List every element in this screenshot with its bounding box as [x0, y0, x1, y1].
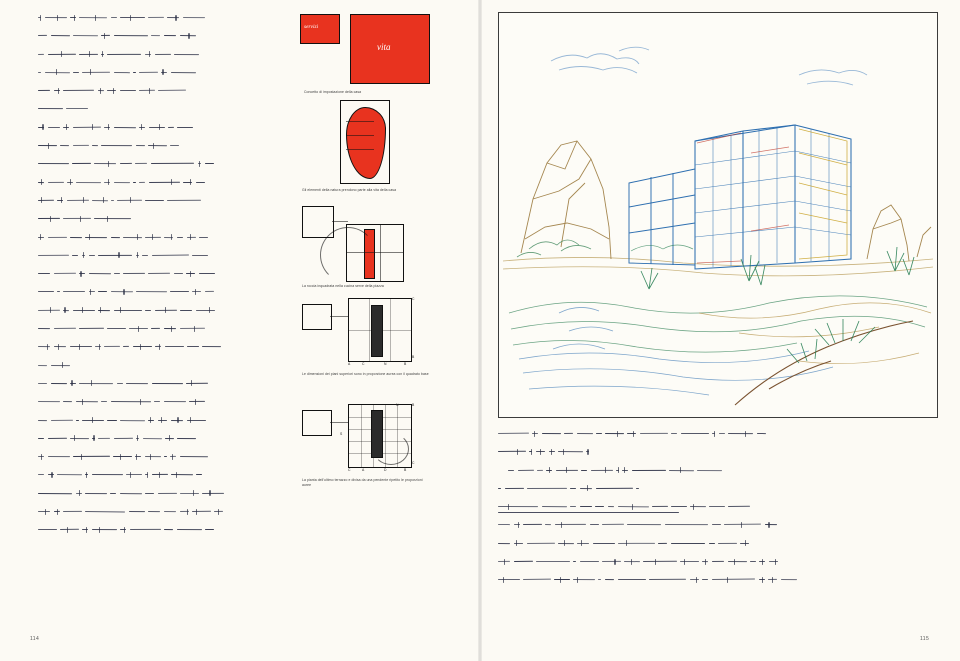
- servizi-label: servizi: [304, 24, 319, 30]
- servizi-red-card: [300, 14, 340, 44]
- small-square-a: [302, 304, 332, 330]
- handwritten-line: [38, 471, 290, 480]
- handwritten-line: [38, 526, 290, 535]
- proportion-grid-a: [348, 297, 415, 362]
- handwritten-line: [38, 105, 290, 114]
- handwritten-line: [38, 398, 290, 407]
- handwritten-line: [38, 234, 290, 243]
- handwritten-line: [38, 51, 290, 60]
- tick-a-3: N: [384, 362, 387, 367]
- figure-caption-4: Le dimensioni dei piani superiori sono in proporzione aurea con il quadrato base: [302, 372, 429, 377]
- handwritten-line: [498, 521, 934, 530]
- vita-red-card: [350, 14, 430, 84]
- handwritten-line: [38, 87, 290, 96]
- handwritten-line: [38, 160, 290, 169]
- handwritten-line: [38, 453, 290, 462]
- handwritten-line: [38, 215, 290, 224]
- proportion-grid-b: [348, 403, 415, 468]
- handwritten-line: [498, 503, 934, 512]
- handwritten-line: [38, 14, 290, 23]
- handwritten-line: [38, 325, 290, 334]
- handwritten-line: [38, 197, 290, 206]
- tick-a-4: B: [404, 362, 407, 367]
- handwritten-line: [38, 362, 290, 371]
- handwritten-line: [38, 179, 290, 188]
- handwritten-line: [498, 485, 934, 494]
- tick-a-2: C: [362, 362, 365, 367]
- figure-servizi-vita: [300, 14, 468, 94]
- handwritten-line: [498, 448, 934, 457]
- handwritten-line: [38, 288, 290, 297]
- handwritten-line: [38, 417, 290, 426]
- figure-caption-3: La roccia inquadrata nella cucina serve della piazza: [302, 284, 384, 289]
- handwritten-line: [38, 32, 290, 41]
- red-organic-shape: [346, 107, 386, 179]
- corner-label-b-c: C: [412, 461, 415, 466]
- handwritten-line: [38, 343, 290, 352]
- corner-label-a-c: C: [412, 297, 415, 302]
- figure-golden-spiral: [300, 206, 468, 292]
- corner-label-a-b: B: [412, 355, 415, 360]
- figure-proportion-a: [300, 298, 468, 398]
- figure-caption-1: Concetto di impostazione della casa: [304, 90, 362, 94]
- handwritten-line: [498, 540, 934, 549]
- handwritten-line: [38, 252, 290, 261]
- figure-proportion-b: [300, 404, 468, 514]
- figure-caption-2: Gli elementi della natura prendono parte alla vita della casa: [302, 188, 397, 193]
- page-number-right: 115: [920, 636, 930, 642]
- handwritten-line: [38, 307, 290, 316]
- handwritten-line: [498, 558, 934, 567]
- tick-b-1: C: [348, 468, 351, 473]
- small-square-b: [302, 410, 332, 436]
- handwritten-line: [38, 124, 290, 133]
- handwritten-line: [38, 69, 290, 78]
- tick-b-2: A: [362, 468, 365, 473]
- perspective-sketch-plate: [498, 12, 938, 418]
- handwritten-line: [38, 490, 290, 499]
- handwritten-line: [498, 430, 934, 439]
- figure-column: [300, 14, 468, 520]
- figure-caption-5: La pianta dell'ultimo terrazzo e divisa da una pendente ripetito le proporzioni auree: [302, 478, 423, 487]
- golden-square: [346, 224, 404, 282]
- corner-label-b-b: B: [412, 403, 415, 408]
- left-page-handwritten-text: [38, 14, 290, 545]
- sketch-drawing: [499, 13, 937, 417]
- page-number-left: 114: [30, 636, 40, 642]
- handwritten-line: [38, 380, 290, 389]
- handwritten-line: [38, 508, 290, 517]
- corner-label-b-n: N: [396, 403, 399, 408]
- handwritten-line: [38, 142, 290, 151]
- dark-bar-a: [371, 305, 383, 357]
- handwritten-line: [498, 467, 934, 476]
- figure-roccia-blob: [300, 100, 468, 200]
- tick-a-1: A: [348, 362, 351, 367]
- tick-b-3: D: [384, 468, 387, 473]
- vita-label: vita: [377, 42, 391, 52]
- handwritten-line: [38, 435, 290, 444]
- page-gutter: [478, 0, 482, 661]
- tick-b-4: B: [404, 468, 407, 473]
- handwritten-line: [498, 576, 934, 585]
- side-label-b: S: [340, 432, 343, 437]
- handwritten-line: [38, 270, 290, 279]
- right-page-handwritten-text: [498, 430, 934, 595]
